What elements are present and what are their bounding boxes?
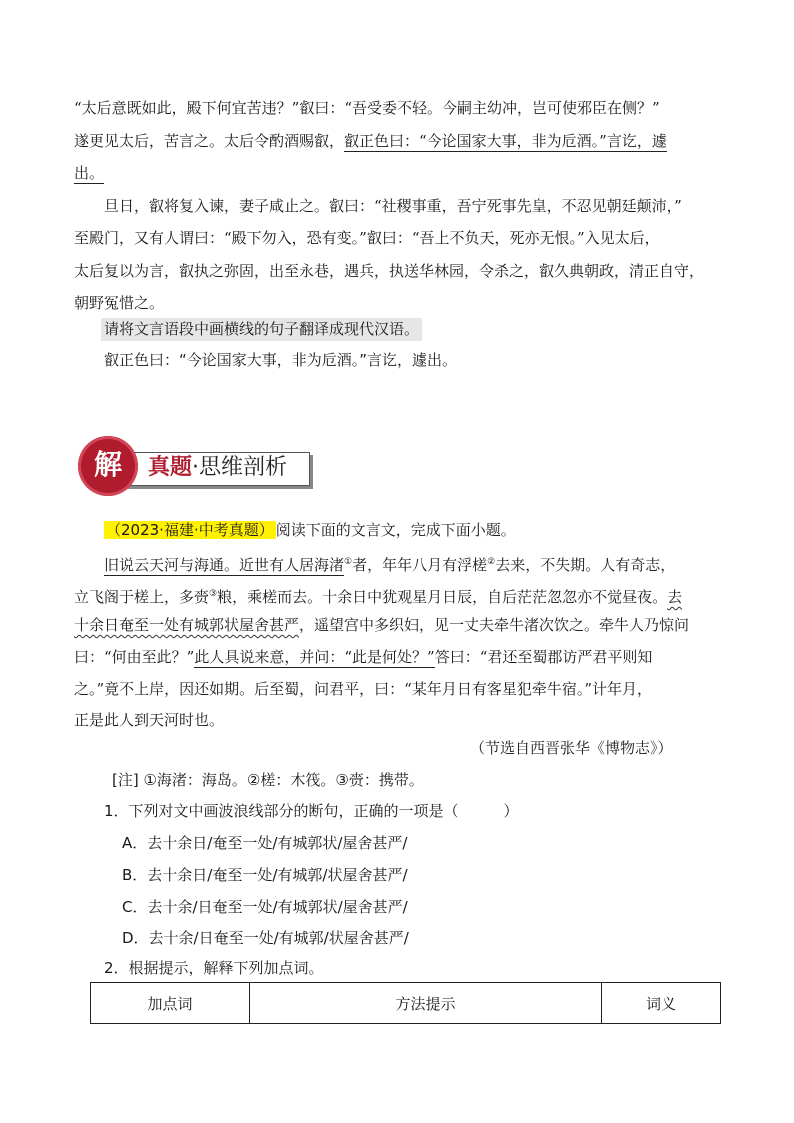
passage-line: “太后意既如此，殿下何宜苦违？”叡曰：“吾受委不轻。今嗣主幼冲，岂可使邪臣在侧？” <box>74 99 660 117</box>
section-badge <box>78 436 138 496</box>
footnote-mark: ③ <box>209 589 218 599</box>
passage-text: 粮，乘槎而去。十余日中犹观星月日辰，自后茫茫忽忽亦不觉昼夜。 <box>217 588 668 606</box>
passage-line <box>74 131 667 151</box>
question-2-stem: 2．根据提示，解释下列加点词。 <box>104 959 324 977</box>
section-title-strong: 真题 <box>148 455 193 480</box>
underlined-sentence-end: 出。 <box>74 164 105 182</box>
exam-passage-line: 正是此人到天河时也。 <box>74 711 225 729</box>
option-b[interactable]: B．去十余日/奄至一处/有城郭/状屋舍甚严/ <box>122 866 408 884</box>
passage-line: 至殿门，又有人谓曰：“殿下勿入，恐有变。”叡曰：“吾上不负天，死亦无恨。”入见太后， <box>74 229 660 247</box>
passage-line: 朝野冤惜之。 <box>74 294 165 312</box>
citation: （节选自西晋张华《博物志》） <box>470 739 673 757</box>
option-a[interactable]: A．去十余日/奄至一处/有城郭状/屋舍甚严/ <box>122 834 408 852</box>
wavy-underlined-text: 十余日奄至一处有城郭状屋舍甚严 <box>74 616 300 634</box>
exam-instruction: 阅读下面的文言文，完成下面小题。 <box>275 521 516 539</box>
option-c[interactable]: C．去十余/日奄至一处/有城郭状/屋舍甚严/ <box>122 898 408 916</box>
passage-line: 太后复以为言，叡执之弥固，出至永巷，遇兵，执送华林园，令杀之，叡久典朝政，清正自守， <box>74 262 705 280</box>
passage-line <box>74 163 104 183</box>
exam-passage-line: 之。”竟不上岸，因还如期。后至蜀，问君平，曰：“某年月日有客星犯牵牛宿。”计年月， <box>74 680 653 698</box>
passage-text: 答曰：“君还至蜀郡访严君平则知 <box>434 648 653 666</box>
question-1-stem: 1．下列对文中画波浪线部分的断句，正确的一项是（ ） <box>104 802 519 820</box>
underlined-text: 旧说云天河与海通。近世有人居海渚 <box>104 556 345 574</box>
section-header <box>78 436 318 496</box>
translation-prompt: 请将文言语段中画横线的句子翻译成现代汉语。 <box>101 318 422 341</box>
footnote-mark: ② <box>487 557 496 567</box>
wavy-underlined-text: 去 <box>667 588 683 606</box>
header-meaning: 词义 <box>602 983 721 1024</box>
header-method-hint: 方法提示 <box>250 983 602 1024</box>
underlined-sentence: 此人具说来意，并问：“此是何处？” <box>194 648 435 666</box>
section-title-rest: ·思维剖析 <box>192 455 288 480</box>
header-dotted-word: 加点词 <box>91 983 250 1024</box>
footnote-mark: ① <box>344 557 353 567</box>
table-header-row <box>91 983 721 1024</box>
passage-text: 曰：“何由至此？” <box>74 648 195 666</box>
passage-text: 去来，不失期。人有奇志， <box>495 556 676 574</box>
vocab-table <box>90 982 721 1024</box>
exam-heading <box>104 520 516 540</box>
passage-text: ，遥望宫中多织妇，见一丈夫牵牛渚次饮之。牵牛人乃惊问 <box>299 616 690 634</box>
translation-answer: 叡正色曰：“今论国家大事，非为卮酒。”言讫，遽出。 <box>104 351 458 369</box>
exam-passage-line <box>104 552 675 575</box>
section-title <box>148 453 287 483</box>
annotation-notes: [注] ①海渚：海岛。②槎：木筏。③赍：携带。 <box>112 771 424 789</box>
exam-passage-line <box>74 647 652 667</box>
underlined-sentence: 叡正色曰：“今论国家大事，非为卮酒。”言讫，遽 <box>344 132 667 150</box>
passage-line: 旦日，叡将复入谏，妻子咸止之。叡曰：“社稷事重，吾宁死事先皇，不忍见朝廷颠沛，” <box>104 197 682 215</box>
exam-source-tag: （2023·福建·中考真题） <box>106 521 274 539</box>
exam-passage-line <box>74 615 689 635</box>
passage-text: 立飞阁于槎上，多赍 <box>74 588 210 606</box>
passage-text: 者，年年八月有浮槎 <box>352 556 488 574</box>
option-d[interactable]: D．去十余/日奄至一处/有城郭/状屋舍甚严/ <box>122 929 409 947</box>
badge-char: 解 <box>93 448 122 481</box>
passage-text: 遂更见太后，苦言之。太后令酌酒赐叡， <box>74 132 345 150</box>
exam-passage-line <box>74 584 682 607</box>
